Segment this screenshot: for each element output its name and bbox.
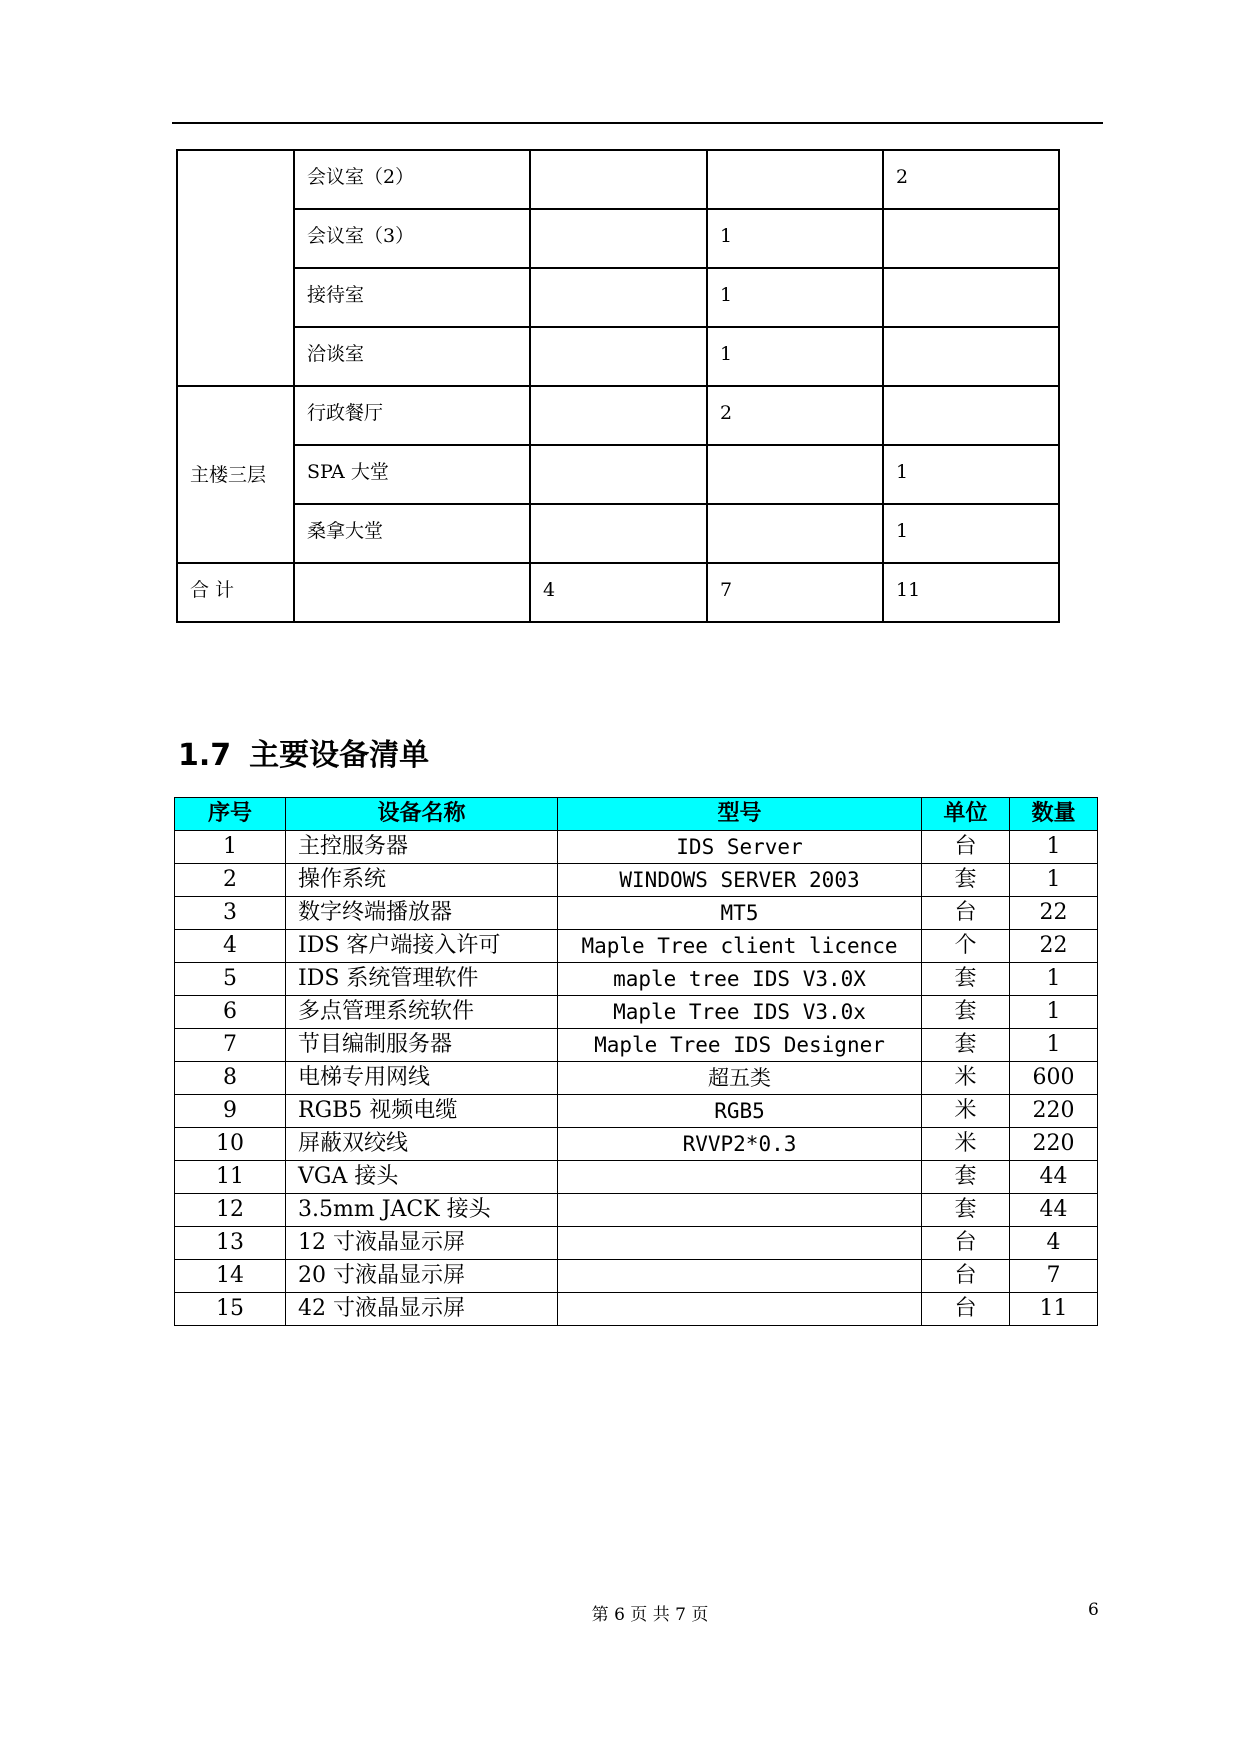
table-row	[175, 996, 1098, 1029]
unit-cell: 套	[922, 963, 1010, 996]
col-header-qty: 数量	[1010, 798, 1098, 831]
count-cell	[707, 150, 883, 209]
table-row	[175, 1227, 1098, 1260]
section-title: 主要设备清单	[249, 738, 430, 773]
name-cell: IDS 客户端接入许可	[286, 930, 558, 963]
index-cell: 13	[175, 1227, 286, 1260]
room-cell: 桑拿大堂	[294, 504, 530, 563]
count-cell: 2	[707, 386, 883, 445]
name-cell: 多点管理系统软件	[286, 996, 558, 1029]
name-cell: 电梯专用网线	[286, 1062, 558, 1095]
total-label: 合 计	[177, 563, 294, 622]
table-row	[175, 1128, 1098, 1161]
room-cell: 会议室（2）	[294, 150, 530, 209]
table-row	[175, 1260, 1098, 1293]
model-cell	[558, 1194, 922, 1227]
model-cell	[558, 1293, 922, 1326]
count-cell	[530, 386, 707, 445]
count-cell	[530, 150, 707, 209]
qty-cell: 44	[1010, 1161, 1098, 1194]
unit-cell: 台	[922, 897, 1010, 930]
qty-cell: 1	[1010, 1029, 1098, 1062]
qty-cell: 1	[1010, 864, 1098, 897]
name-cell: 操作系统	[286, 864, 558, 897]
count-cell: 1	[707, 209, 883, 268]
table-row	[175, 1062, 1098, 1095]
index-cell: 15	[175, 1293, 286, 1326]
table-row	[177, 504, 1059, 563]
qty-cell: 1	[1010, 963, 1098, 996]
table-row	[175, 930, 1098, 963]
qty-cell: 44	[1010, 1194, 1098, 1227]
unit-cell: 台	[922, 1260, 1010, 1293]
unit-cell: 台	[922, 831, 1010, 864]
model-cell: Maple Tree client licence	[558, 930, 922, 963]
count-cell	[530, 504, 707, 563]
page-count-text: 第 6 页 共 7 页	[591, 1605, 709, 1625]
qty-cell: 4	[1010, 1227, 1098, 1260]
count-cell: 1	[707, 327, 883, 386]
model-cell: WINDOWS SERVER 2003	[558, 864, 922, 897]
qty-cell: 11	[1010, 1293, 1098, 1326]
col-header-name: 设备名称	[286, 798, 558, 831]
equipment-table	[174, 797, 1098, 1326]
count-cell	[530, 327, 707, 386]
room-cell	[294, 563, 530, 622]
qty-cell: 600	[1010, 1062, 1098, 1095]
count-cell: 1	[883, 504, 1059, 563]
table-row	[175, 864, 1098, 897]
index-cell: 14	[175, 1260, 286, 1293]
table-row	[175, 897, 1098, 930]
model-cell: RVVP2*0.3	[558, 1128, 922, 1161]
unit-cell: 套	[922, 1029, 1010, 1062]
count-cell	[530, 268, 707, 327]
index-cell: 9	[175, 1095, 286, 1128]
unit-cell: 个	[922, 930, 1010, 963]
name-cell: 主控服务器	[286, 831, 558, 864]
room-cell: 会议室（3）	[294, 209, 530, 268]
unit-cell: 套	[922, 1194, 1010, 1227]
count-cell: 1	[883, 445, 1059, 504]
unit-cell: 套	[922, 1161, 1010, 1194]
table-row	[175, 1095, 1098, 1128]
qty-cell: 7	[1010, 1260, 1098, 1293]
room-distribution-table	[176, 149, 1060, 623]
count-cell	[883, 327, 1059, 386]
unit-cell: 台	[922, 1227, 1010, 1260]
section-heading	[178, 730, 429, 774]
table-row	[175, 1161, 1098, 1194]
model-cell	[558, 1227, 922, 1260]
count-cell	[707, 504, 883, 563]
total-count-cell: 11	[883, 563, 1059, 622]
name-cell: 数字终端播放器	[286, 897, 558, 930]
floor-cell: 主楼三层	[177, 386, 294, 563]
total-count-cell: 7	[707, 563, 883, 622]
qty-cell: 22	[1010, 930, 1098, 963]
count-cell	[530, 209, 707, 268]
model-cell: MT5	[558, 897, 922, 930]
name-cell: VGA 接头	[286, 1161, 558, 1194]
name-cell: 42 寸液晶显示屏	[286, 1293, 558, 1326]
name-cell: 3.5mm JACK 接头	[286, 1194, 558, 1227]
name-cell: IDS 系统管理软件	[286, 963, 558, 996]
unit-cell: 台	[922, 1293, 1010, 1326]
header-rule	[172, 122, 1103, 124]
index-cell: 1	[175, 831, 286, 864]
room-cell: 洽谈室	[294, 327, 530, 386]
name-cell: 12 寸液晶显示屏	[286, 1227, 558, 1260]
count-cell: 2	[883, 150, 1059, 209]
total-count-cell: 4	[530, 563, 707, 622]
name-cell: RGB5 视频电缆	[286, 1095, 558, 1128]
unit-cell: 米	[922, 1128, 1010, 1161]
count-cell	[883, 386, 1059, 445]
qty-cell: 1	[1010, 996, 1098, 1029]
qty-cell: 22	[1010, 897, 1098, 930]
index-cell: 7	[175, 1029, 286, 1062]
header-row	[175, 798, 1098, 831]
model-cell	[558, 1161, 922, 1194]
index-cell: 8	[175, 1062, 286, 1095]
name-cell: 屏蔽双绞线	[286, 1128, 558, 1161]
index-cell: 4	[175, 930, 286, 963]
count-cell: 1	[707, 268, 883, 327]
count-cell	[530, 445, 707, 504]
count-cell	[883, 209, 1059, 268]
index-cell: 10	[175, 1128, 286, 1161]
table-row	[175, 1293, 1098, 1326]
index-cell: 5	[175, 963, 286, 996]
unit-cell: 米	[922, 1095, 1010, 1128]
model-cell: Maple Tree IDS V3.0x	[558, 996, 922, 1029]
name-cell: 节目编制服务器	[286, 1029, 558, 1062]
index-cell: 6	[175, 996, 286, 1029]
table-row	[177, 327, 1059, 386]
qty-cell: 220	[1010, 1095, 1098, 1128]
qty-cell: 1	[1010, 831, 1098, 864]
index-cell: 3	[175, 897, 286, 930]
floor-cell	[177, 150, 294, 386]
count-cell	[883, 268, 1059, 327]
table-row	[177, 445, 1059, 504]
qty-cell: 220	[1010, 1128, 1098, 1161]
table-row	[177, 386, 1059, 445]
name-cell: 20 寸液晶显示屏	[286, 1260, 558, 1293]
col-header-model: 型号	[558, 798, 922, 831]
section-number: 1.7	[178, 738, 232, 773]
model-cell: Maple Tree IDS Designer	[558, 1029, 922, 1062]
model-cell	[558, 1260, 922, 1293]
model-cell: 超五类	[558, 1062, 922, 1095]
unit-cell: 米	[922, 1062, 1010, 1095]
table-row	[175, 831, 1098, 864]
index-cell: 11	[175, 1161, 286, 1194]
index-cell: 2	[175, 864, 286, 897]
count-cell	[707, 445, 883, 504]
table-row	[175, 1194, 1098, 1227]
unit-cell: 套	[922, 864, 1010, 897]
table-row	[177, 209, 1059, 268]
unit-cell: 套	[922, 996, 1010, 1029]
index-cell: 12	[175, 1194, 286, 1227]
table-row	[175, 1029, 1098, 1062]
room-cell: 行政餐厅	[294, 386, 530, 445]
col-header-unit: 单位	[922, 798, 1010, 831]
page-number: 6	[1088, 1600, 1099, 1620]
table-row	[177, 268, 1059, 327]
model-cell: RGB5	[558, 1095, 922, 1128]
room-cell: 接待室	[294, 268, 530, 327]
model-cell: IDS Server	[558, 831, 922, 864]
table-row	[177, 150, 1059, 209]
room-cell: SPA 大堂	[294, 445, 530, 504]
table-row	[175, 963, 1098, 996]
model-cell: maple tree IDS V3.0X	[558, 963, 922, 996]
col-header-index: 序号	[175, 798, 286, 831]
total-row	[177, 563, 1059, 622]
